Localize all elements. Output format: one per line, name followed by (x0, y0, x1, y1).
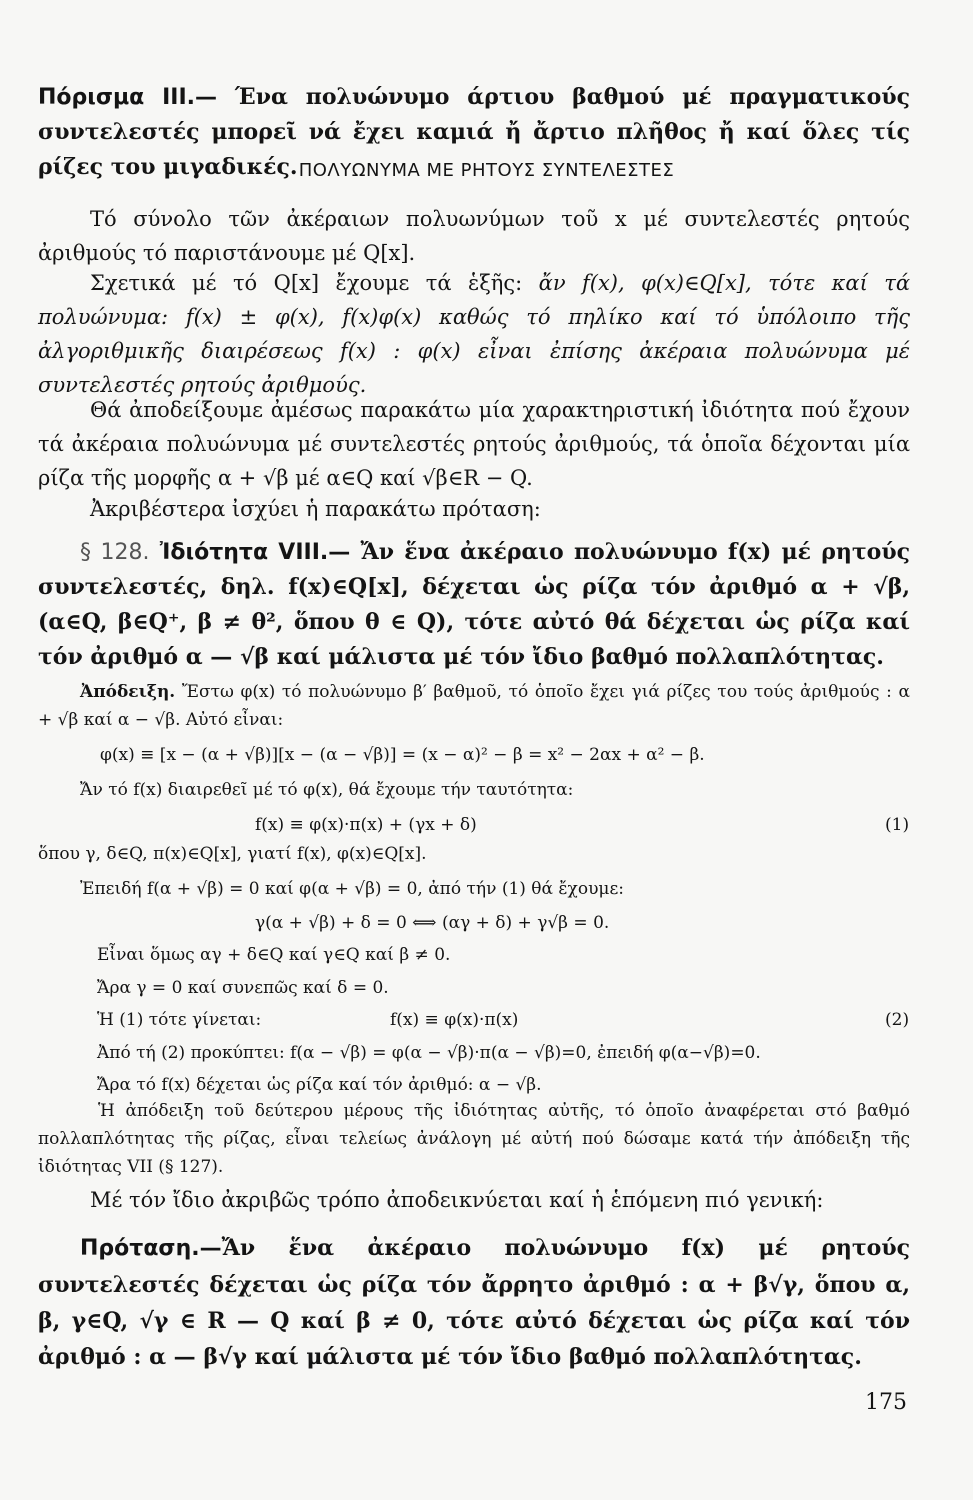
proof-intro-text: Ἔστω φ(x) τό πολυώνυμο β′ βαθμοῦ, τό ὁποῖο ἔχει γιά ρίζες του τούς ἀριθμούς : α + √β καί α − √β. Αὐτό εἶναι: (38, 682, 910, 730)
equation-1-number: (1) (885, 815, 910, 835)
conclusion-text: Ἄρα τό f(x) δέχεται ὡς ρίζα καί τόν ἀριθμό: α − √β. (97, 1075, 542, 1095)
method-paragraph-block (38, 1183, 910, 1217)
precise-paragraph-block (38, 492, 910, 526)
equation-1: f(x) ≡ φ(x)·π(x) + (γx + δ) (255, 815, 477, 835)
from-2-text: Ἀπό τή (2) προκύπτει: f(α − √β) = φ(α − √β)·π(α − √β)=0, ἐπειδή φ(α−√β)=0. (97, 1043, 761, 1063)
property-text: Ἄν ἕνα ἀκέραιο πολυώνυμο f(x) μέ ρητούς συντελεστές, δηλ. f(x)∈Q[x], δέχεται ὡς ρίζα τόν ἀριθμό α + √β, (α∈Q, β∈Q⁺, β ≠ θ², ὅπου θ ∈ Q), τότε αὐτό θά δέχεται ὡς ρίζα καί τόν ἀριθμό α — √β καί μάλιστα μέ τόν ἴδιο βαθμό πολλαπλότητας. (38, 539, 910, 670)
second-part-block (38, 1097, 910, 1181)
precise-paragraph: Ἀκριβέστερα ἰσχύει ἡ παρακάτω πρόταση: (90, 497, 541, 521)
equation-2-number: (2) (885, 1010, 910, 1030)
proof-intro-block (38, 678, 910, 734)
where-text: ὅπου γ, δ∈Q, π(x)∈Q[x], γιατί f(x), φ(x)∈Q[x]. (38, 844, 427, 864)
second-part-text: Ἡ ἀπόδειξη τοῦ δεύτερου μέρους τῆς ἰδιότητας αὐτῆς, τό ὁποῖο ἀναφέρεται στό βαθμό πολλαπλότητας τῆς ρίζας, εἶναι τελείως ἀνάλογη μέ αὐτή πού δώσαμε κατά τήν ἀπόδειξη τῆς ἰδιότητας VII (§ 127). (38, 1101, 910, 1177)
section-number: § 128. (80, 540, 150, 565)
set-paragraph: Τό σύνολο τῶν ἀκέραιων πολυωνύμων τοῦ x μέ συντελεστές ρητούς ἀριθμούς τό παριστάνουμε μέ Q[x]. (38, 207, 910, 265)
proof-label: Ἀπόδειξη. (80, 682, 176, 702)
page-number: 175 (865, 1390, 907, 1415)
equation-2: f(x) ≡ φ(x)·π(x) (390, 1010, 519, 1030)
property-label: Ἰδιότητα VIII.— (159, 540, 351, 565)
since-text: Ἐπειδή f(α + √β) = 0 καί φ(α + √β) = 0, ἀπό τήν (1) θά ἔχουμε: (80, 879, 624, 899)
prove-paragraph-block (38, 393, 910, 495)
property-block (38, 535, 910, 675)
proposition-label: Πρόταση.— (80, 1236, 222, 1261)
section-heading: ΠΟΛΥΩΝΥΜΑ ΜΕ ΡΗΤΟΥΣ ΣΥΝΤΕΛΕΣΤΕΣ (298, 160, 675, 181)
then-label: Ἡ (1) τότε γίνεται: (97, 1010, 262, 1030)
relation-prefix: Σχετικά μέ τό Q[x] ἔχουμε τά ἑξῆς: (90, 271, 539, 295)
equation-gamma: γ(α + √β) + δ = 0 ⟺ (αγ + δ) + γ√β = 0. (255, 913, 610, 933)
prove-paragraph: Θά ἀποδείξουμε ἀμέσως παρακάτω μία χαρακτηριστική ἰδιότητα πού ἔχουν τά ἀκέραια πολυώνυμα μέ συντελεστές ρητούς ἀριθμούς, τά ὁποῖα δέχονται μία ρίζα τῆς μορφῆς α + √β μέ α∈Q καί √β∈R − Q. (38, 398, 910, 490)
corollary-label: Πόρισμα III.— (38, 85, 218, 110)
corollary-text: Ένα πολυώνυμο άρτιου βαθμού μέ πραγματικούς συντελεστές μπορεῖ νά ἔχει καμιά ἤ ἄρτιο πλῆθος ἤ καί ὅλες τίς ρίζες του μιγαδικές. (38, 84, 910, 180)
but-text: Εἶναι ὅμως αγ + δ∈Q καί γ∈Q καί β ≠ 0. (97, 945, 451, 965)
proposition-block (38, 1230, 910, 1375)
relation-paragraph-block (38, 266, 910, 402)
proposition-text: Ἄν ἕνα ἀκέραιο πολυώνυμο f(x) μέ ρητούς συντελεστές δέχεται ὡς ρίζα τόν ἄρρητο ἀριθμό : α + β√γ, ὅπου α, β, γ∈Q, √γ ∈ R — Q καί β ≠ 0, τότε αὐτό δέχεται ὡς ρίζα καί τόν ἀριθμό : α — β√γ καί μάλιστα μέ τόν ἴδιο βαθμό πολλαπλότητας. (38, 1235, 910, 1370)
relation-paragraph (38, 266, 910, 402)
hence-text: Ἄρα γ = 0 καί συνεπῶς καί δ = 0. (97, 978, 389, 998)
relation-italic: ἄν f(x), φ(x)∈Q[x], τότε καί τά πολυώνυμα: f(x) ± φ(x), f(x)φ(x) καθώς τό πηλίκο καί τό ὑπόλοιπο τῆς ἀλγοριθμικῆς διαιρέσεως f(x) : φ(x) εἶναι ἐπίσης ἀκέραια πολυώνυμα μέ συντελεστές ρητούς ἀριθμούς. (38, 271, 910, 397)
equation-phi: φ(x) ≡ [x − (α + √β)][x − (α − √β)] = (x − α)² − β = x² − 2αx + α² − β. (100, 745, 705, 765)
method-paragraph: Μέ τόν ἴδιο ἀκριβῶς τρόπο ἀποδεικνύεται καί ἡ ἑπόμενη πιό γενική: (90, 1188, 824, 1212)
divide-text: Ἄν τό f(x) διαιρεθεῖ μέ τό φ(x), θά ἔχουμε τήν ταυτότητα: (80, 780, 574, 800)
set-paragraph-block (38, 202, 910, 270)
